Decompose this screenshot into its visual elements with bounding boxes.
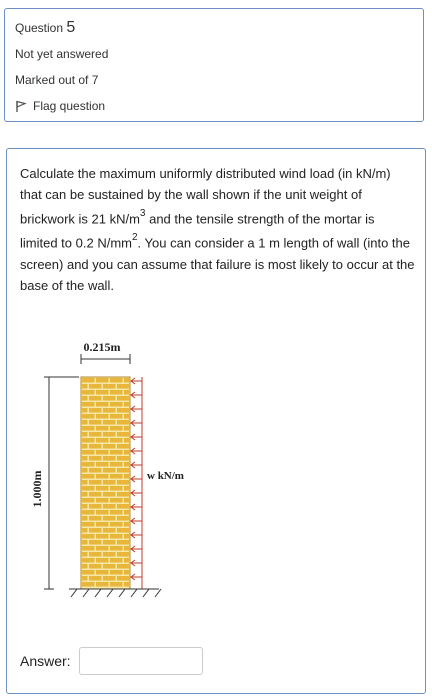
brick	[103, 384, 116, 389]
brick	[96, 522, 109, 527]
ground-hatch	[83, 589, 89, 597]
brick	[96, 546, 109, 551]
brick	[110, 390, 123, 395]
brick	[124, 558, 129, 563]
brick	[117, 432, 129, 437]
brick	[89, 444, 102, 449]
flag-question-label: Flag question	[33, 99, 106, 113]
load-arrow	[131, 448, 142, 454]
brick	[117, 468, 129, 473]
brick	[89, 432, 102, 437]
brick	[89, 384, 102, 389]
answer-row	[20, 647, 203, 675]
load-arrow	[131, 476, 142, 482]
brick	[82, 432, 88, 437]
brick	[103, 408, 116, 413]
load-arrow	[131, 504, 142, 510]
brick	[82, 462, 95, 467]
brick	[124, 510, 129, 515]
brick	[82, 444, 88, 449]
load-arrow	[131, 462, 142, 468]
brick	[89, 468, 102, 473]
brick	[96, 510, 109, 515]
brick	[82, 438, 95, 443]
brick	[110, 450, 123, 455]
brick	[103, 564, 116, 569]
load-arrow	[131, 378, 142, 384]
brick	[117, 504, 129, 509]
brick	[110, 582, 123, 587]
brick	[124, 486, 129, 491]
load-arrow	[131, 392, 142, 398]
brick	[110, 498, 123, 503]
brick	[124, 522, 129, 527]
answer-input[interactable]	[79, 647, 203, 675]
brick	[82, 534, 95, 539]
question-marks: Marked out of 7	[15, 73, 99, 87]
brick	[117, 564, 129, 569]
brick	[103, 492, 116, 497]
brick	[103, 528, 116, 533]
flag-icon	[15, 100, 27, 113]
brick	[103, 396, 116, 401]
brick	[124, 402, 129, 407]
question-title: Question 5	[15, 19, 76, 36]
brick	[82, 570, 95, 575]
wind-load-arrows	[131, 377, 142, 589]
brick	[124, 498, 129, 503]
flag-question-link[interactable]	[15, 99, 105, 113]
brick	[82, 516, 88, 521]
brick	[96, 462, 109, 467]
brick	[117, 480, 129, 485]
brick	[103, 516, 116, 521]
brick	[103, 420, 116, 425]
brick	[82, 540, 88, 545]
brick	[110, 534, 123, 539]
brick	[117, 552, 129, 557]
brick	[96, 450, 109, 455]
brick	[82, 558, 95, 563]
brick	[82, 552, 88, 557]
brick	[82, 510, 95, 515]
brick	[82, 480, 88, 485]
ground-hatch	[95, 589, 101, 597]
brick	[82, 402, 95, 407]
question-text: Calculate the maximum uniformly distributed wind load (in kN/m) that can be sustained by the wall shown if the unit weight of brickwork is 21 $kN/m^3$ and the tensile strength of the mortar is limited to 0.2 $N/mm^2$. You can consider a 1 m length of wall (into the screen) and you can assume that failure is most likely to occur at the base of the wall.	[20, 166, 415, 293]
brick	[103, 468, 116, 473]
brick	[89, 504, 102, 509]
brick	[82, 528, 88, 533]
brick	[103, 444, 116, 449]
width-dimension-label: 0.215m	[83, 340, 121, 354]
ground-hatch	[131, 589, 137, 597]
brick	[117, 408, 129, 413]
load-arrow	[131, 518, 142, 524]
brick	[82, 396, 88, 401]
ground-support	[69, 589, 161, 597]
brick	[89, 528, 102, 533]
brick	[82, 492, 88, 497]
height-dimension-line	[44, 377, 79, 589]
brick	[110, 522, 123, 527]
brick	[82, 384, 88, 389]
brick	[110, 462, 123, 467]
load-label: w kN/m	[147, 470, 184, 482]
brick	[82, 504, 88, 509]
brick	[82, 450, 95, 455]
brick	[89, 420, 102, 425]
ground-hatch	[107, 589, 113, 597]
brick	[96, 438, 109, 443]
brick	[82, 474, 95, 479]
question-status: Not yet answered	[15, 47, 109, 61]
brick	[96, 414, 109, 419]
brick	[82, 522, 95, 527]
brick	[96, 486, 109, 491]
load-arrow	[131, 560, 142, 566]
load-arrow	[131, 434, 142, 440]
brick	[96, 474, 109, 479]
brick	[117, 492, 129, 497]
load-arrow	[131, 490, 142, 496]
brick	[96, 402, 109, 407]
brick	[82, 414, 95, 419]
brick	[82, 582, 95, 587]
brick	[110, 570, 123, 575]
brick	[124, 378, 129, 383]
brick	[117, 516, 129, 521]
ground-hatch	[155, 589, 161, 597]
brick	[82, 456, 88, 461]
ground-hatch	[119, 589, 125, 597]
ground-hatch	[143, 589, 149, 597]
brick	[89, 456, 102, 461]
brick	[124, 426, 129, 431]
brick	[96, 378, 109, 383]
brick	[124, 462, 129, 467]
brick	[103, 480, 116, 485]
height-dimension-label: 1.000m	[30, 470, 44, 508]
load-arrow	[131, 574, 142, 580]
brick	[82, 390, 95, 395]
brick	[124, 582, 129, 587]
brick	[89, 564, 102, 569]
brick	[96, 498, 109, 503]
brick	[110, 474, 123, 479]
width-dimension-line	[81, 354, 130, 364]
brick	[117, 396, 129, 401]
brick	[110, 402, 123, 407]
brick	[124, 438, 129, 443]
brick	[117, 384, 129, 389]
brick	[82, 408, 88, 413]
brick	[89, 516, 102, 521]
brick	[89, 552, 102, 557]
brick	[124, 450, 129, 455]
brick	[124, 534, 129, 539]
question-info-panel	[4, 8, 424, 122]
brick	[117, 528, 129, 533]
brick	[96, 426, 109, 431]
brick	[96, 570, 109, 575]
brick	[110, 510, 123, 515]
ground-hatch	[71, 589, 77, 597]
brick	[96, 390, 109, 395]
brick	[103, 432, 116, 437]
brick	[117, 576, 129, 581]
brick	[103, 552, 116, 557]
brick	[96, 534, 109, 539]
brick	[103, 456, 116, 461]
brick	[117, 456, 129, 461]
brick	[124, 570, 129, 575]
brick	[89, 396, 102, 401]
brick	[82, 576, 88, 581]
brick	[89, 576, 102, 581]
brick	[82, 468, 88, 473]
wall-diagram	[29, 339, 229, 624]
load-arrow	[131, 532, 142, 538]
brick	[117, 420, 129, 425]
brick	[82, 486, 95, 491]
brick	[110, 378, 123, 383]
brick	[124, 390, 129, 395]
brick	[117, 540, 129, 545]
brick	[110, 426, 123, 431]
brick	[124, 414, 129, 419]
brick	[110, 558, 123, 563]
brick	[89, 540, 102, 545]
brick	[124, 546, 129, 551]
brick	[82, 426, 95, 431]
question-content-panel	[6, 148, 426, 694]
brick	[124, 474, 129, 479]
brick	[110, 438, 123, 443]
answer-label: Answer:	[20, 653, 71, 669]
brick	[103, 504, 116, 509]
brick	[96, 582, 109, 587]
brick	[82, 546, 95, 551]
load-arrow	[131, 420, 142, 426]
brick	[89, 492, 102, 497]
brick	[110, 546, 123, 551]
question-number: 5	[66, 19, 76, 36]
load-arrow	[131, 546, 142, 552]
brick	[82, 378, 95, 383]
load-arrow	[131, 406, 142, 412]
brick	[82, 420, 88, 425]
brick	[110, 486, 123, 491]
brick	[82, 564, 88, 569]
brick	[103, 540, 116, 545]
brick	[89, 480, 102, 485]
brick	[89, 408, 102, 413]
brick	[110, 414, 123, 419]
brick	[82, 498, 95, 503]
brick	[96, 558, 109, 563]
brick	[103, 576, 116, 581]
brick-wall	[81, 377, 130, 589]
brick	[117, 444, 129, 449]
